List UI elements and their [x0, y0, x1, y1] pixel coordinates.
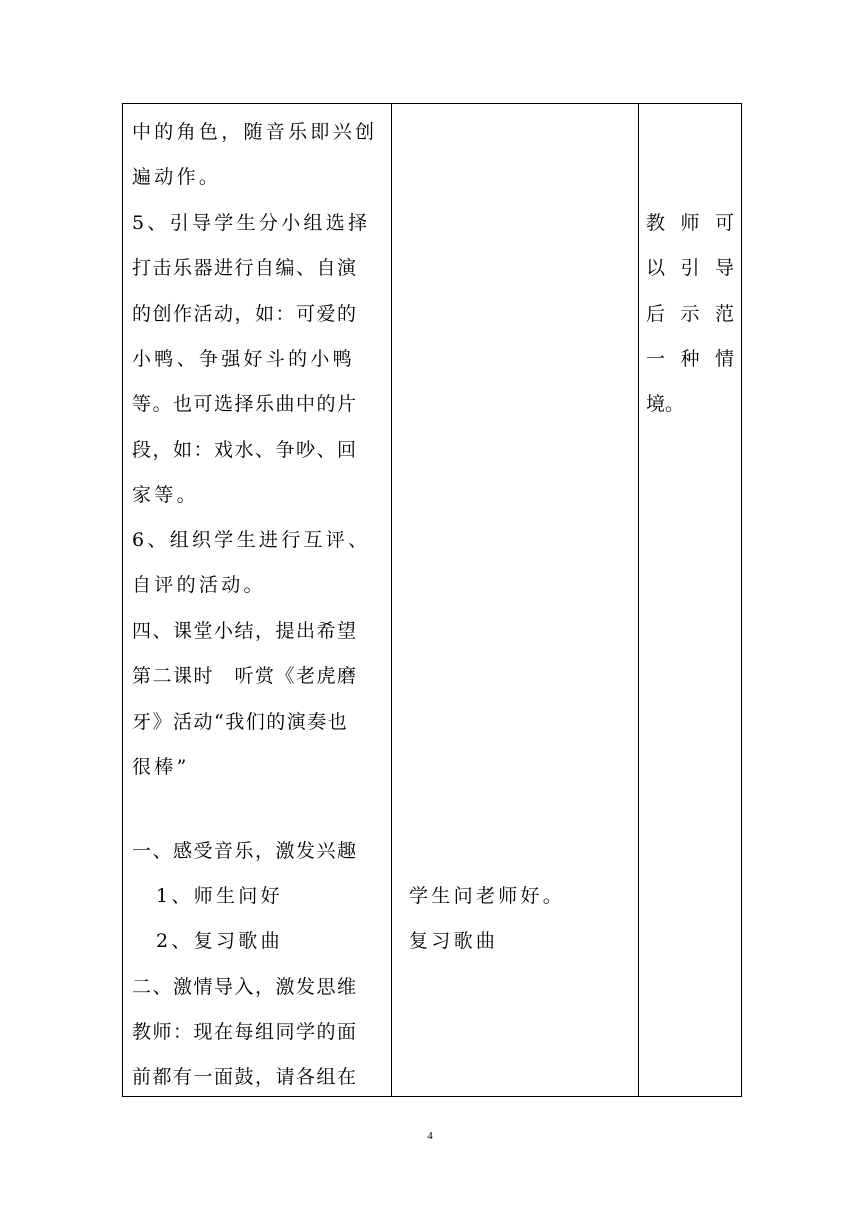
- text-line: 6、组织学生进行互评、: [132, 529, 371, 551]
- text-line: 遍动作。: [132, 166, 222, 188]
- text-line: 境。: [646, 393, 685, 415]
- text-line: 5、引导学生分小组选择: [132, 212, 371, 234]
- text-line: 的创作活动，如：可爱的: [132, 303, 358, 325]
- text-line: 学生问老师好。: [409, 885, 566, 907]
- column-divider: [638, 104, 639, 1096]
- lesson-table: [122, 103, 742, 1097]
- text-line: 1、师生问好: [156, 885, 283, 907]
- text-line: 自评的活动。: [132, 574, 266, 596]
- text-line: 二、激情导入，激发思维: [132, 976, 358, 998]
- text-line: 教 师 可: [646, 212, 734, 234]
- text-line: 第二课时 听赏《老虎磨: [132, 665, 358, 687]
- text-line: 教师：现在每组同学的面: [132, 1021, 358, 1043]
- text-line: 复习歌曲: [409, 930, 499, 952]
- text-line: 四、课堂小结，提出希望: [132, 620, 358, 642]
- text-line: 牙》活动“我们的演奏也: [132, 711, 349, 733]
- text-line: 中的角色，随音乐即兴创: [132, 121, 378, 143]
- text-line: 等。也可选择乐曲中的片: [132, 393, 358, 415]
- text-line: 家等。: [132, 484, 199, 506]
- text-line: 2、复习歌曲: [156, 930, 283, 952]
- text-line: 打击乐器进行自编、自演: [132, 257, 358, 279]
- text-line: 一、感受音乐，激发兴趣: [132, 840, 358, 862]
- page-number: 4: [427, 1130, 433, 1142]
- text-line: 小鸭、争强好斗的小鸭: [132, 348, 356, 370]
- text-line: 段，如：戏水、争吵、回: [132, 439, 358, 461]
- text-line: 后 示 范: [646, 303, 734, 325]
- text-line: 前都有一面鼓，请各组在: [132, 1066, 358, 1088]
- text-line: 以 引 导: [646, 257, 734, 279]
- text-line: 一 种 情: [646, 348, 734, 370]
- text-line: 很棒”: [132, 756, 190, 778]
- column-divider: [391, 104, 392, 1096]
